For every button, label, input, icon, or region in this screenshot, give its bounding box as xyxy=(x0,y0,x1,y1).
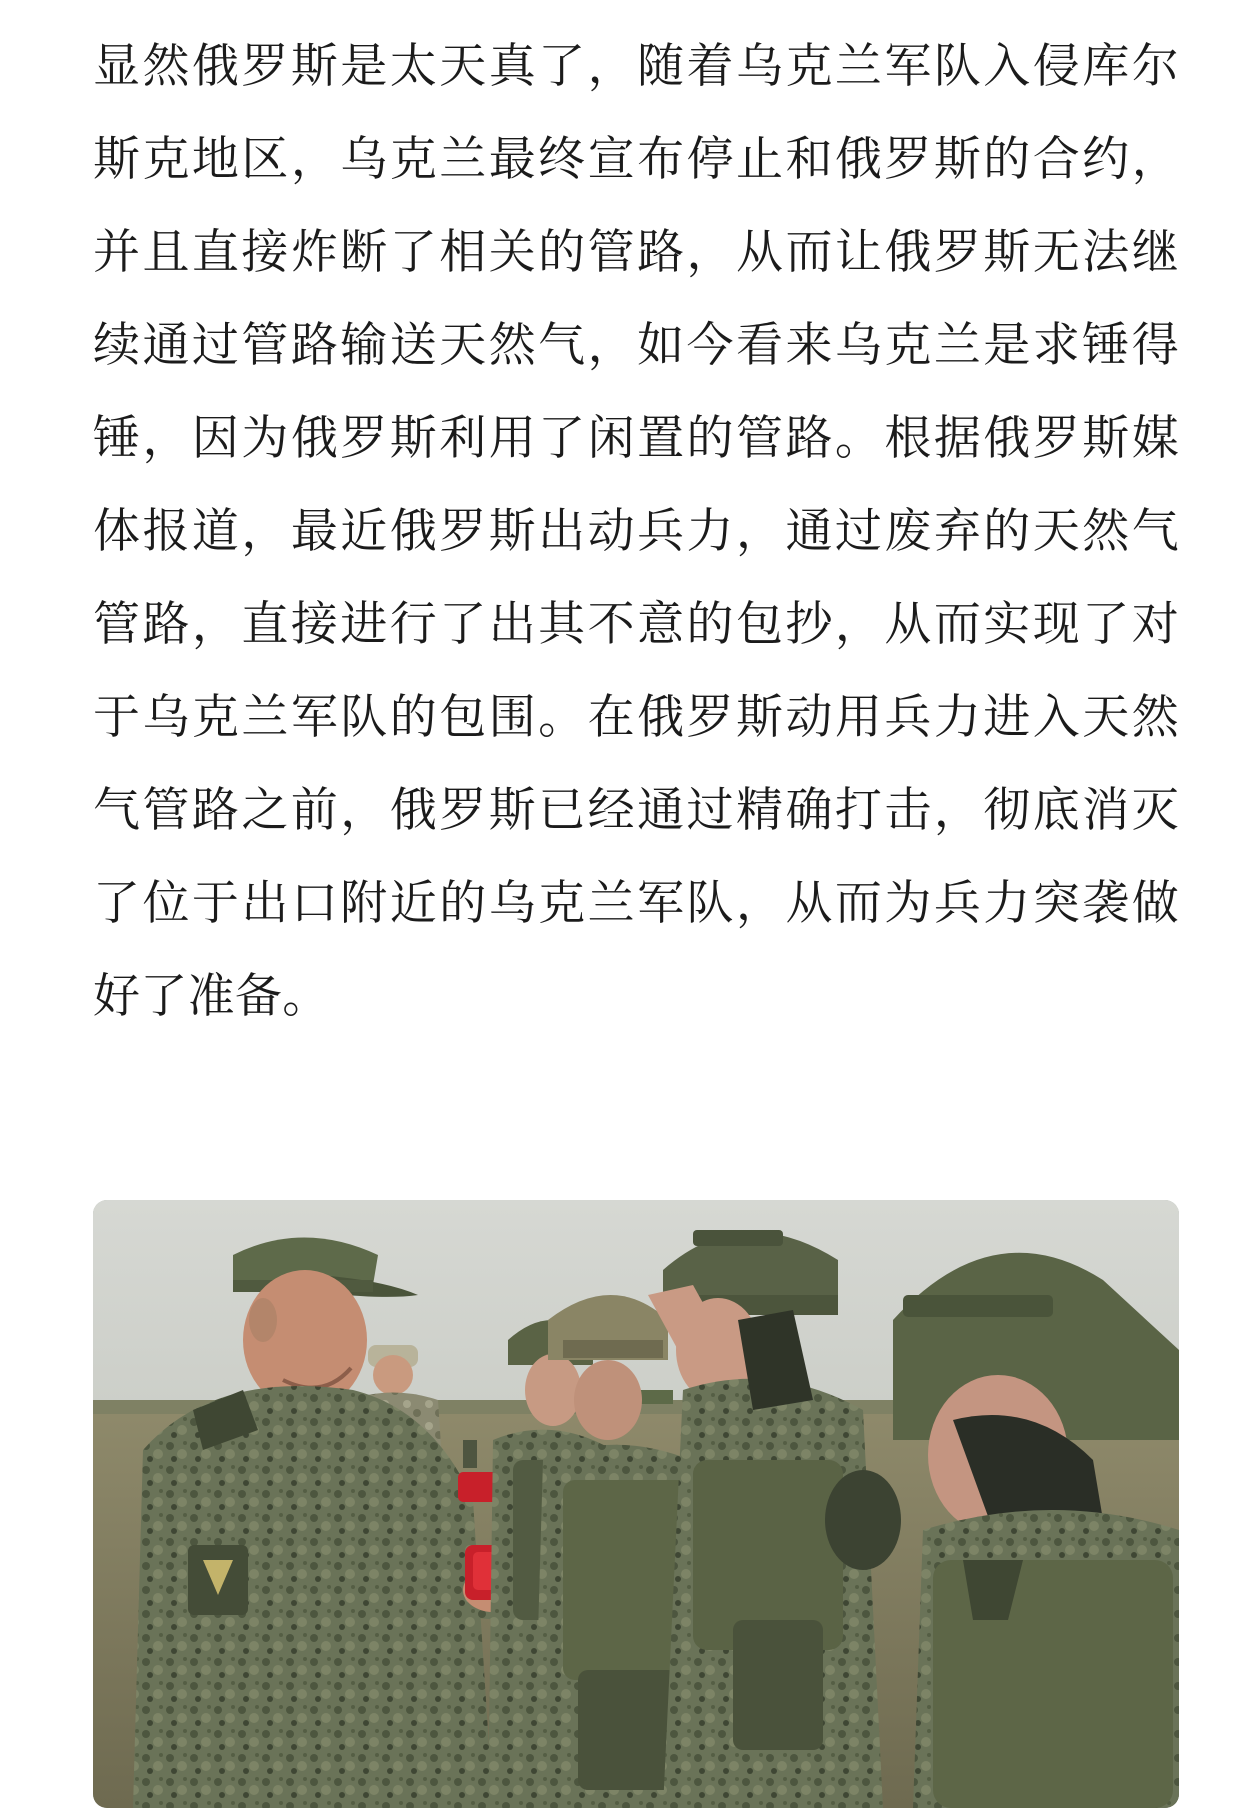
article-body xyxy=(93,20,1179,1043)
photo-illustration xyxy=(93,1200,1179,1808)
article-photo[interactable] xyxy=(93,1200,1179,1808)
article-paragraph: 显然俄罗斯是太天真了，随着乌克兰军队入侵库尔斯克地区，乌克兰最终宣布停止和俄罗斯的合约，并且直接炸断了相关的管路，从而让俄罗斯无法继续通过管路输送天然气，如今看来乌克兰是求锤得锤，因为俄罗斯利用了闲置的管路。根据俄罗斯媒体报道，最近俄罗斯出动兵力，通过废弃的天然气管路，直接进行了出其不意的包抄，从而实现了对于乌克兰军队的包围。在俄罗斯动用兵力进入天然气管路之前，俄罗斯已经通过精确打击，彻底消灭了位于出口附近的乌克兰军队，从而为兵力突袭做好了准备。 xyxy=(93,39,1179,1024)
